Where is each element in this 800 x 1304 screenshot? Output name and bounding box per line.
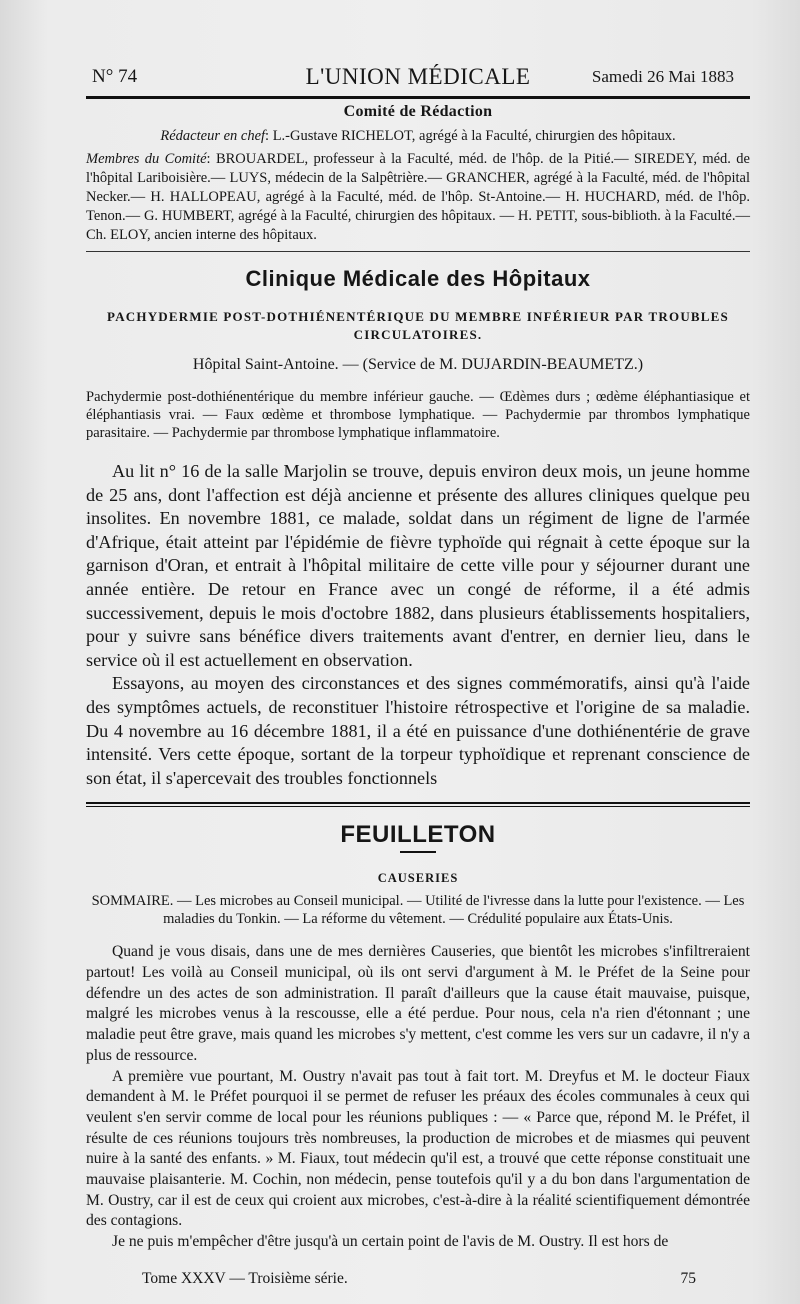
committee-block [86, 127, 750, 245]
issue-date: Samedi 26 Mai 1883 [591, 67, 734, 86]
issue-number: N° 74 [92, 66, 138, 87]
editor-label: Rédacteur en chef [160, 128, 266, 144]
committee-rule [86, 251, 750, 252]
committee-title: Comité de Rédaction [343, 103, 493, 120]
clinic-paragraph: Essayons, au moyen des circonstances et des signes commémoratifs, ainsi qu'à l'aide des symptômes actuels, de reconstituer l'histoire rétrospective et l'origine de sa maladie. Du 4 novembre au 16 décembre 1881, il a été en puissance d'une dothiénentérie de grave intensité. Vers cette époque, sortant de la torpeur typhoïdique et reprenant conscience de son état, il s'apercevait des troubles fonctionnels [86, 673, 750, 788]
clinic-section-title: Clinique Médicale des Hôpitaux [245, 266, 591, 291]
feuilleton-paragraph: Je ne puis m'empêcher d'être jusqu'à un certain point de l'avis de M. Oustry. Il est hors de [112, 1233, 669, 1251]
feuilleton-paragraph: Quand je vous disais, dans une de mes dernières Causeries, que bientôt les microbes s'infiltreraient partout! Les voilà au Conseil municipal, où ils ont servi d'argument à M. le Préfet de la Seine pour défendre un des actes de son administration. Il paraît d'ailleurs que la cause était mauvaise, puisque, malgré les microbes venus à la rescousse, elle a été perdue. Pour nous, cela n'a rien d'étonnant ; une maladie peut être grave, mais quand les microbes s'y mettent, c'est comme les vers sur un cadavre, il n'y a plus de ressource. [86, 943, 750, 1064]
editor-text: : L.-Gustave RICHELOT, agrégé à la Faculté, chirurgien des hôpitaux. [265, 128, 676, 144]
page-header [86, 62, 750, 92]
feuilleton-body [86, 942, 750, 1253]
journal-title: L'UNION MÉDICALE [305, 64, 531, 89]
editor-line [86, 127, 750, 146]
article-summary: Pachydermie post-dothiénentérique du membre inférieur gauche. — Œdèmes durs ; œdème éléphantiasique et éléphantiasis vrai. — Faux œdème et thrombose lymphatique. — Pachydermie par thrombos lymphatique parasitaire. — Pachydermie par thrombose lymphatique inflammatoire. [86, 389, 750, 441]
tome-label: Tome XXXV — Troisième série. [142, 1270, 348, 1287]
feuilleton-summary [86, 892, 750, 928]
separator-rule [86, 802, 750, 804]
members-line [86, 150, 750, 245]
page-number: 75 [680, 1270, 696, 1287]
feuilleton-rule [400, 851, 436, 853]
service-line: Hôpital Saint-Antoine. — (Service de M. DUJARDIN-BEAUMETZ.) [192, 356, 644, 373]
sommaire-text: — Les microbes au Conseil municipal. — Utilité de l'ivresse dans la lutte pour l'existence. — Les maladies du Tonkin. — La réforme du vêtement. — Crédulité populaire aux États-Unis. [163, 893, 745, 928]
article-title: PACHYDERMIE POST-DOTHIÉNENTÉRIQUE DU MEMBRE INFÉRIEUR PAR TROUBLES CIRCULATOIRES. [107, 309, 729, 342]
feuilleton-title: FEUILLETON [340, 821, 496, 849]
members-text: : BROUARDEL, professeur à la Faculté, méd. de l'hôp. de la Pitié.— SIREDEY, méd. de l'hôpital Lariboisière.— LUYS, médecin de la Salpêtrière.— GRANCHER, agrégé à la Faculté, méd. de l'hôpital Necker.— H. HALLOPEAU, agrégé à la Faculté, méd. de l'hôp. St-Antoine.— H. HUCHARD, méd. de l'hôp. Tenon.— G. HUMBERT, agrégé à la Faculté, chirurgien des hôpitaux. — H. PETIT, sous-biblioth. à la Faculté.— Ch. ELOY, ancien interne des hôpitaux. [86, 151, 750, 243]
causeries-title: CAUSERIES [377, 871, 459, 886]
clinic-paragraph: Au lit n° 16 de la salle Marjolin se trouve, depuis environ deux mois, un jeune homme de 25 ans, dont l'affection est déjà ancienne et présente des allures cliniques quelque peu insolites. En novembre 1881, ce malade, soldat dans un régiment de ligne de l'armée d'Afrique, était atteint par l'épidémie de fièvre typhoïde qui régnait à cette époque sur la garnison d'Oran, et entrait à l'hôpital militaire de cette ville pour y séjourner durant une année entière. De retour en France avec un congé de réforme, il a été admis successivement, depuis le mois d'octobre 1882, dans plusieurs établissements hospitaliers, pour y suivre sans bénéfice divers traitements avant d'entrer, en dernier lieu, dans le service où il est actuellement en observation. [86, 461, 750, 670]
members-label: Membres du Comité [86, 151, 207, 167]
feuilleton-paragraph: A première vue pourtant, M. Oustry n'avait pas tout à fait tort. M. Dreyfus et M. le docteur Fiaux demandent à M. le Préfet pourquoi il se permet de refuser les préaux des écoles communales à ceux qui veulent s'en servir comme de local pour les réunions publiques : — « Parce que, répond M. le Préfet, il résulte de ces réunions toujours très nombreuses, la production de microbes et de miasmes qui peuvent nuire à la santé des enfants. » M. Fiaux, tout médecin qu'il est, a trouvé que cette réponse constituait une mauvaise plaisanterie. M. Cochin, non médecin, pense toutefois qu'il y a du bon dans l'argumentation de M. Oustry, car il est de ceux qui croient aux microbes, c'est-à-dire à la réalité scientifiquement démontrée des contagions. [86, 1067, 750, 1230]
sommaire-label: SOMMAIRE. [91, 893, 174, 910]
clinic-body [86, 460, 750, 790]
separator-rule-thin [86, 806, 750, 807]
header-rule [86, 96, 750, 99]
